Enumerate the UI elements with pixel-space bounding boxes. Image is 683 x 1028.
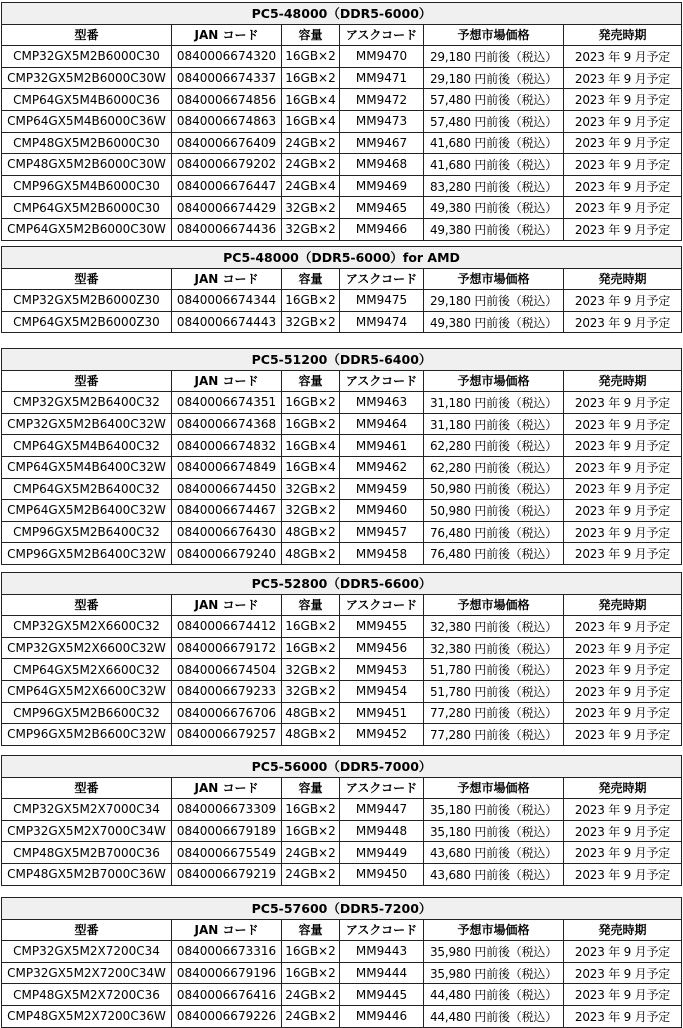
cell-expected-price: 32,380 円前後（税込）: [424, 637, 564, 659]
table-row: [2, 820, 682, 842]
cell-ask-code: MM9464: [340, 413, 424, 435]
cell-capacity: 16GB×4: [282, 456, 340, 478]
cell-capacity: 16GB×2: [282, 962, 340, 984]
cell-release-date: 2023 年 9 月予定: [564, 799, 682, 821]
table-row: [2, 941, 682, 963]
column-header-jan-code: JAN コード: [172, 594, 282, 616]
cell-release-date: 2023 年 9 月予定: [564, 154, 682, 176]
cell-model-number: CMP32GX5M2B6400C32: [2, 392, 172, 414]
cell-expected-price: 51,780 円前後（税込）: [424, 659, 564, 681]
cell-model-number: CMP64GX5M4B6400C32: [2, 435, 172, 457]
cell-model-number: CMP64GX5M2B6000Z30: [2, 311, 172, 333]
cell-model-number: CMP32GX5M2X7000C34: [2, 799, 172, 821]
cell-jan-code: 0840006679196: [172, 962, 282, 984]
cell-model-number: CMP32GX5M2B6000C30: [2, 46, 172, 68]
cell-capacity: 32GB×2: [282, 659, 340, 681]
cell-ask-code: MM9447: [340, 799, 424, 821]
table-row: [2, 680, 682, 702]
table-row: [2, 89, 682, 111]
cell-jan-code: 0840006674450: [172, 478, 282, 500]
cell-model-number: CMP64GX5M2B6000C30W: [2, 218, 172, 240]
cell-jan-code: 0840006674467: [172, 500, 282, 522]
table-row: [2, 67, 682, 89]
header-row: [2, 370, 682, 392]
cell-capacity: 48GB×2: [282, 521, 340, 543]
cell-release-date: 2023 年 9 月予定: [564, 842, 682, 864]
column-header-release-date: 発売時期: [564, 777, 682, 799]
cell-jan-code: 0840006674832: [172, 435, 282, 457]
table-row: [2, 290, 682, 312]
table-row: [2, 702, 682, 724]
table-row: [2, 543, 682, 565]
cell-capacity: 16GB×2: [282, 67, 340, 89]
cell-expected-price: 51,780 円前後（税込）: [424, 680, 564, 702]
cell-release-date: 2023 年 9 月予定: [564, 543, 682, 565]
cell-ask-code: MM9462: [340, 456, 424, 478]
cell-jan-code: 0840006679240: [172, 543, 282, 565]
spec-table: [1, 2, 682, 241]
cell-release-date: 2023 年 9 月予定: [564, 392, 682, 414]
cell-expected-price: 41,680 円前後（税込）: [424, 132, 564, 154]
cell-model-number: CMP64GX5M4B6400C32W: [2, 456, 172, 478]
header-row: [2, 919, 682, 941]
cell-ask-code: MM9458: [340, 543, 424, 565]
cell-release-date: 2023 年 9 月予定: [564, 311, 682, 333]
column-header-expected-price: 予想市場価格: [424, 370, 564, 392]
cell-ask-code: MM9465: [340, 197, 424, 219]
cell-ask-code: MM9461: [340, 435, 424, 457]
cell-ask-code: MM9444: [340, 962, 424, 984]
cell-jan-code: 0840006674429: [172, 197, 282, 219]
cell-ask-code: MM9468: [340, 154, 424, 176]
cell-expected-price: 29,180 円前後（税込）: [424, 290, 564, 312]
column-header-jan-code: JAN コード: [172, 777, 282, 799]
cell-ask-code: MM9467: [340, 132, 424, 154]
column-header-model-number: 型番: [2, 268, 172, 290]
cell-release-date: 2023 年 9 月予定: [564, 67, 682, 89]
cell-release-date: 2023 年 9 月予定: [564, 132, 682, 154]
cell-jan-code: 0840006676416: [172, 984, 282, 1006]
column-header-model-number: 型番: [2, 594, 172, 616]
cell-release-date: 2023 年 9 月予定: [564, 500, 682, 522]
cell-capacity: 16GB×2: [282, 637, 340, 659]
cell-ask-code: MM9448: [340, 820, 424, 842]
cell-jan-code: 0840006674368: [172, 413, 282, 435]
table-row: [2, 842, 682, 864]
cell-expected-price: 49,380 円前後（税込）: [424, 311, 564, 333]
cell-ask-code: MM9469: [340, 175, 424, 197]
cell-model-number: CMP32GX5M2X7200C34W: [2, 962, 172, 984]
column-header-expected-price: 予想市場価格: [424, 268, 564, 290]
cell-model-number: CMP48GX5M2X7200C36: [2, 984, 172, 1006]
column-header-release-date: 発売時期: [564, 594, 682, 616]
spec-table: [1, 572, 682, 746]
column-header-model-number: 型番: [2, 24, 172, 46]
cell-capacity: 16GB×2: [282, 46, 340, 68]
column-header-release-date: 発売時期: [564, 919, 682, 941]
cell-capacity: 32GB×2: [282, 478, 340, 500]
spec-table: [1, 755, 682, 886]
section-title: PC5-51200（DDR5-6400）: [2, 349, 682, 371]
column-header-expected-price: 予想市場価格: [424, 919, 564, 941]
table-row: [2, 435, 682, 457]
column-header-jan-code: JAN コード: [172, 268, 282, 290]
section-title: PC5-52800（DDR5-6600）: [2, 573, 682, 595]
column-header-jan-code: JAN コード: [172, 919, 282, 941]
column-header-expected-price: 予想市場価格: [424, 24, 564, 46]
cell-capacity: 24GB×4: [282, 175, 340, 197]
cell-jan-code: 0840006674443: [172, 311, 282, 333]
cell-ask-code: MM9450: [340, 863, 424, 885]
cell-expected-price: 50,980 円前後（税込）: [424, 478, 564, 500]
header-row: [2, 777, 682, 799]
cell-capacity: 16GB×2: [282, 616, 340, 638]
cell-jan-code: 0840006674412: [172, 616, 282, 638]
column-header-model-number: 型番: [2, 370, 172, 392]
cell-capacity: 32GB×2: [282, 680, 340, 702]
cell-release-date: 2023 年 9 月予定: [564, 175, 682, 197]
cell-ask-code: MM9451: [340, 702, 424, 724]
cell-ask-code: MM9466: [340, 218, 424, 240]
cell-model-number: CMP48GX5M2B7000C36: [2, 842, 172, 864]
header-row: [2, 24, 682, 46]
cell-ask-code: MM9445: [340, 984, 424, 1006]
cell-model-number: CMP48GX5M2B6000C30: [2, 132, 172, 154]
section-title: PC5-57600（DDR5-7200）: [2, 898, 682, 920]
table-row: [2, 659, 682, 681]
cell-capacity: 24GB×2: [282, 842, 340, 864]
cell-capacity: 16GB×4: [282, 435, 340, 457]
cell-jan-code: 0840006674863: [172, 110, 282, 132]
cell-model-number: CMP48GX5M2B6000C30W: [2, 154, 172, 176]
cell-jan-code: 0840006674344: [172, 290, 282, 312]
header-row: [2, 268, 682, 290]
cell-ask-code: MM9456: [340, 637, 424, 659]
column-header-jan-code: JAN コード: [172, 24, 282, 46]
cell-capacity: 24GB×2: [282, 1005, 340, 1027]
cell-model-number: CMP48GX5M2B7000C36W: [2, 863, 172, 885]
column-header-expected-price: 予想市場価格: [424, 594, 564, 616]
cell-release-date: 2023 年 9 月予定: [564, 962, 682, 984]
section-title-row: [2, 573, 682, 595]
cell-model-number: CMP64GX5M4B6000C36W: [2, 110, 172, 132]
cell-release-date: 2023 年 9 月予定: [564, 984, 682, 1006]
cell-ask-code: MM9460: [340, 500, 424, 522]
cell-ask-code: MM9472: [340, 89, 424, 111]
column-header-capacity: 容量: [282, 919, 340, 941]
cell-capacity: 32GB×2: [282, 218, 340, 240]
cell-jan-code: 0840006676706: [172, 702, 282, 724]
cell-expected-price: 77,280 円前後（税込）: [424, 724, 564, 746]
cell-model-number: CMP96GX5M2B6600C32: [2, 702, 172, 724]
table-row: [2, 799, 682, 821]
column-header-capacity: 容量: [282, 24, 340, 46]
cell-ask-code: MM9452: [340, 724, 424, 746]
cell-ask-code: MM9454: [340, 680, 424, 702]
column-header-capacity: 容量: [282, 370, 340, 392]
cell-release-date: 2023 年 9 月予定: [564, 659, 682, 681]
cell-release-date: 2023 年 9 月予定: [564, 89, 682, 111]
spec-table: [1, 246, 682, 333]
cell-capacity: 48GB×2: [282, 702, 340, 724]
cell-expected-price: 43,680 円前後（税込）: [424, 842, 564, 864]
table-row: [2, 962, 682, 984]
cell-jan-code: 0840006674856: [172, 89, 282, 111]
table-row: [2, 311, 682, 333]
cell-expected-price: 35,980 円前後（税込）: [424, 962, 564, 984]
cell-jan-code: 0840006676409: [172, 132, 282, 154]
table-row: [2, 392, 682, 414]
cell-capacity: 32GB×2: [282, 500, 340, 522]
cell-model-number: CMP64GX5M2X6600C32: [2, 659, 172, 681]
column-header-ask-code: アスクコード: [340, 594, 424, 616]
cell-ask-code: MM9470: [340, 46, 424, 68]
cell-jan-code: 0840006673316: [172, 941, 282, 963]
cell-model-number: CMP96GX5M2B6600C32W: [2, 724, 172, 746]
column-header-capacity: 容量: [282, 594, 340, 616]
cell-jan-code: 0840006679189: [172, 820, 282, 842]
cell-model-number: CMP96GX5M2B6400C32W: [2, 543, 172, 565]
cell-jan-code: 0840006674849: [172, 456, 282, 478]
cell-release-date: 2023 年 9 月予定: [564, 435, 682, 457]
cell-expected-price: 29,180 円前後（税込）: [424, 46, 564, 68]
cell-capacity: 16GB×2: [282, 392, 340, 414]
cell-model-number: CMP48GX5M2X7200C36W: [2, 1005, 172, 1027]
section-title: PC5-48000（DDR5-6000）: [2, 3, 682, 25]
column-header-ask-code: アスクコード: [340, 24, 424, 46]
column-header-ask-code: アスクコード: [340, 919, 424, 941]
table-row: [2, 616, 682, 638]
cell-ask-code: MM9455: [340, 616, 424, 638]
cell-capacity: 32GB×2: [282, 197, 340, 219]
cell-capacity: 16GB×2: [282, 413, 340, 435]
cell-release-date: 2023 年 9 月予定: [564, 702, 682, 724]
cell-expected-price: 50,980 円前後（税込）: [424, 500, 564, 522]
cell-capacity: 24GB×2: [282, 132, 340, 154]
cell-release-date: 2023 年 9 月予定: [564, 456, 682, 478]
header-row: [2, 594, 682, 616]
cell-jan-code: 0840006676430: [172, 521, 282, 543]
table-row: [2, 197, 682, 219]
cell-release-date: 2023 年 9 月予定: [564, 521, 682, 543]
column-header-capacity: 容量: [282, 268, 340, 290]
cell-ask-code: MM9475: [340, 290, 424, 312]
cell-expected-price: 57,480 円前後（税込）: [424, 110, 564, 132]
cell-jan-code: 0840006673309: [172, 799, 282, 821]
cell-expected-price: 41,680 円前後（税込）: [424, 154, 564, 176]
cell-jan-code: 0840006675549: [172, 842, 282, 864]
cell-model-number: CMP64GX5M2X6600C32W: [2, 680, 172, 702]
section-title-row: [2, 756, 682, 778]
cell-model-number: CMP32GX5M2B6400C32W: [2, 413, 172, 435]
cell-jan-code: 0840006674351: [172, 392, 282, 414]
column-header-capacity: 容量: [282, 777, 340, 799]
cell-expected-price: 31,180 円前後（税込）: [424, 413, 564, 435]
cell-release-date: 2023 年 9 月予定: [564, 290, 682, 312]
cell-expected-price: 44,480 円前後（税込）: [424, 1005, 564, 1027]
column-header-model-number: 型番: [2, 919, 172, 941]
cell-capacity: 16GB×2: [282, 290, 340, 312]
cell-ask-code: MM9453: [340, 659, 424, 681]
cell-release-date: 2023 年 9 月予定: [564, 863, 682, 885]
cell-jan-code: 0840006679257: [172, 724, 282, 746]
cell-expected-price: 49,380 円前後（税込）: [424, 197, 564, 219]
cell-jan-code: 0840006679226: [172, 1005, 282, 1027]
cell-jan-code: 0840006679172: [172, 637, 282, 659]
cell-capacity: 48GB×2: [282, 543, 340, 565]
cell-expected-price: 35,180 円前後（税込）: [424, 799, 564, 821]
column-header-release-date: 発売時期: [564, 268, 682, 290]
cell-capacity: 24GB×2: [282, 863, 340, 885]
table-row: [2, 863, 682, 885]
cell-model-number: CMP96GX5M2B6400C32: [2, 521, 172, 543]
cell-capacity: 16GB×2: [282, 941, 340, 963]
section-title: PC5-48000（DDR5-6000）for AMD: [2, 247, 682, 269]
spec-section: [1, 348, 681, 565]
cell-capacity: 16GB×2: [282, 799, 340, 821]
cell-release-date: 2023 年 9 月予定: [564, 218, 682, 240]
cell-expected-price: 32,380 円前後（税込）: [424, 616, 564, 638]
cell-model-number: CMP32GX5M2X6600C32W: [2, 637, 172, 659]
cell-model-number: CMP32GX5M2X6600C32: [2, 616, 172, 638]
cell-ask-code: MM9473: [340, 110, 424, 132]
cell-expected-price: 29,180 円前後（税込）: [424, 67, 564, 89]
cell-expected-price: 62,280 円前後（税込）: [424, 456, 564, 478]
cell-expected-price: 57,480 円前後（税込）: [424, 89, 564, 111]
cell-release-date: 2023 年 9 月予定: [564, 941, 682, 963]
cell-release-date: 2023 年 9 月予定: [564, 1005, 682, 1027]
cell-model-number: CMP96GX5M4B6000C30: [2, 175, 172, 197]
cell-release-date: 2023 年 9 月予定: [564, 724, 682, 746]
cell-ask-code: MM9443: [340, 941, 424, 963]
column-header-release-date: 発売時期: [564, 24, 682, 46]
column-header-release-date: 発売時期: [564, 370, 682, 392]
cell-ask-code: MM9446: [340, 1005, 424, 1027]
table-row: [2, 456, 682, 478]
cell-ask-code: MM9463: [340, 392, 424, 414]
table-row: [2, 154, 682, 176]
cell-model-number: CMP32GX5M2B6000C30W: [2, 67, 172, 89]
table-row: [2, 984, 682, 1006]
column-header-expected-price: 予想市場価格: [424, 777, 564, 799]
cell-expected-price: 77,280 円前後（税込）: [424, 702, 564, 724]
cell-jan-code: 0840006674320: [172, 46, 282, 68]
cell-release-date: 2023 年 9 月予定: [564, 616, 682, 638]
cell-model-number: CMP64GX5M2B6400C32W: [2, 500, 172, 522]
table-row: [2, 132, 682, 154]
cell-release-date: 2023 年 9 月予定: [564, 680, 682, 702]
cell-expected-price: 43,680 円前後（税込）: [424, 863, 564, 885]
cell-jan-code: 0840006679202: [172, 154, 282, 176]
section-title-row: [2, 247, 682, 269]
cell-jan-code: 0840006674436: [172, 218, 282, 240]
cell-jan-code: 0840006674504: [172, 659, 282, 681]
section-title-row: [2, 3, 682, 25]
cell-ask-code: MM9457: [340, 521, 424, 543]
column-header-model-number: 型番: [2, 777, 172, 799]
cell-model-number: CMP32GX5M2X7000C34W: [2, 820, 172, 842]
cell-capacity: 32GB×2: [282, 311, 340, 333]
cell-expected-price: 31,180 円前後（税込）: [424, 392, 564, 414]
spec-table: [1, 897, 682, 1028]
table-row: [2, 637, 682, 659]
cell-model-number: CMP64GX5M2B6400C32: [2, 478, 172, 500]
column-header-ask-code: アスクコード: [340, 370, 424, 392]
cell-release-date: 2023 年 9 月予定: [564, 820, 682, 842]
cell-capacity: 16GB×4: [282, 89, 340, 111]
column-header-ask-code: アスクコード: [340, 268, 424, 290]
cell-ask-code: MM9471: [340, 67, 424, 89]
cell-expected-price: 62,280 円前後（税込）: [424, 435, 564, 457]
cell-capacity: 16GB×2: [282, 820, 340, 842]
section-title-row: [2, 349, 682, 371]
cell-capacity: 48GB×2: [282, 724, 340, 746]
spec-table: [1, 348, 682, 565]
table-row: [2, 218, 682, 240]
spec-section: [1, 897, 681, 1028]
table-row: [2, 413, 682, 435]
section-title-row: [2, 898, 682, 920]
table-row: [2, 521, 682, 543]
column-header-jan-code: JAN コード: [172, 370, 282, 392]
table-row: [2, 175, 682, 197]
table-row: [2, 46, 682, 68]
cell-expected-price: 76,480 円前後（税込）: [424, 521, 564, 543]
cell-model-number: CMP32GX5M2B6000Z30: [2, 290, 172, 312]
cell-expected-price: 76,480 円前後（税込）: [424, 543, 564, 565]
cell-expected-price: 44,480 円前後（税込）: [424, 984, 564, 1006]
spec-section: [1, 2, 681, 241]
table-row: [2, 110, 682, 132]
cell-release-date: 2023 年 9 月予定: [564, 46, 682, 68]
cell-release-date: 2023 年 9 月予定: [564, 478, 682, 500]
cell-release-date: 2023 年 9 月予定: [564, 637, 682, 659]
cell-release-date: 2023 年 9 月予定: [564, 413, 682, 435]
cell-jan-code: 0840006676447: [172, 175, 282, 197]
cell-expected-price: 35,180 円前後（税込）: [424, 820, 564, 842]
spec-section: [1, 246, 681, 333]
cell-release-date: 2023 年 9 月予定: [564, 197, 682, 219]
cell-expected-price: 83,280 円前後（税込）: [424, 175, 564, 197]
spec-section: [1, 755, 681, 886]
cell-model-number: CMP64GX5M2B6000C30: [2, 197, 172, 219]
cell-jan-code: 0840006679233: [172, 680, 282, 702]
spec-section: [1, 572, 681, 746]
cell-expected-price: 35,980 円前後（税込）: [424, 941, 564, 963]
cell-jan-code: 0840006679219: [172, 863, 282, 885]
cell-ask-code: MM9474: [340, 311, 424, 333]
section-title: PC5-56000（DDR5-7000）: [2, 756, 682, 778]
cell-model-number: CMP32GX5M2X7200C34: [2, 941, 172, 963]
cell-release-date: 2023 年 9 月予定: [564, 110, 682, 132]
table-row: [2, 478, 682, 500]
cell-jan-code: 0840006674337: [172, 67, 282, 89]
cell-capacity: 16GB×4: [282, 110, 340, 132]
cell-capacity: 24GB×2: [282, 984, 340, 1006]
table-row: [2, 724, 682, 746]
cell-model-number: CMP64GX5M4B6000C36: [2, 89, 172, 111]
column-header-ask-code: アスクコード: [340, 777, 424, 799]
cell-capacity: 24GB×2: [282, 154, 340, 176]
cell-expected-price: 49,380 円前後（税込）: [424, 218, 564, 240]
cell-ask-code: MM9449: [340, 842, 424, 864]
cell-ask-code: MM9459: [340, 478, 424, 500]
table-row: [2, 500, 682, 522]
